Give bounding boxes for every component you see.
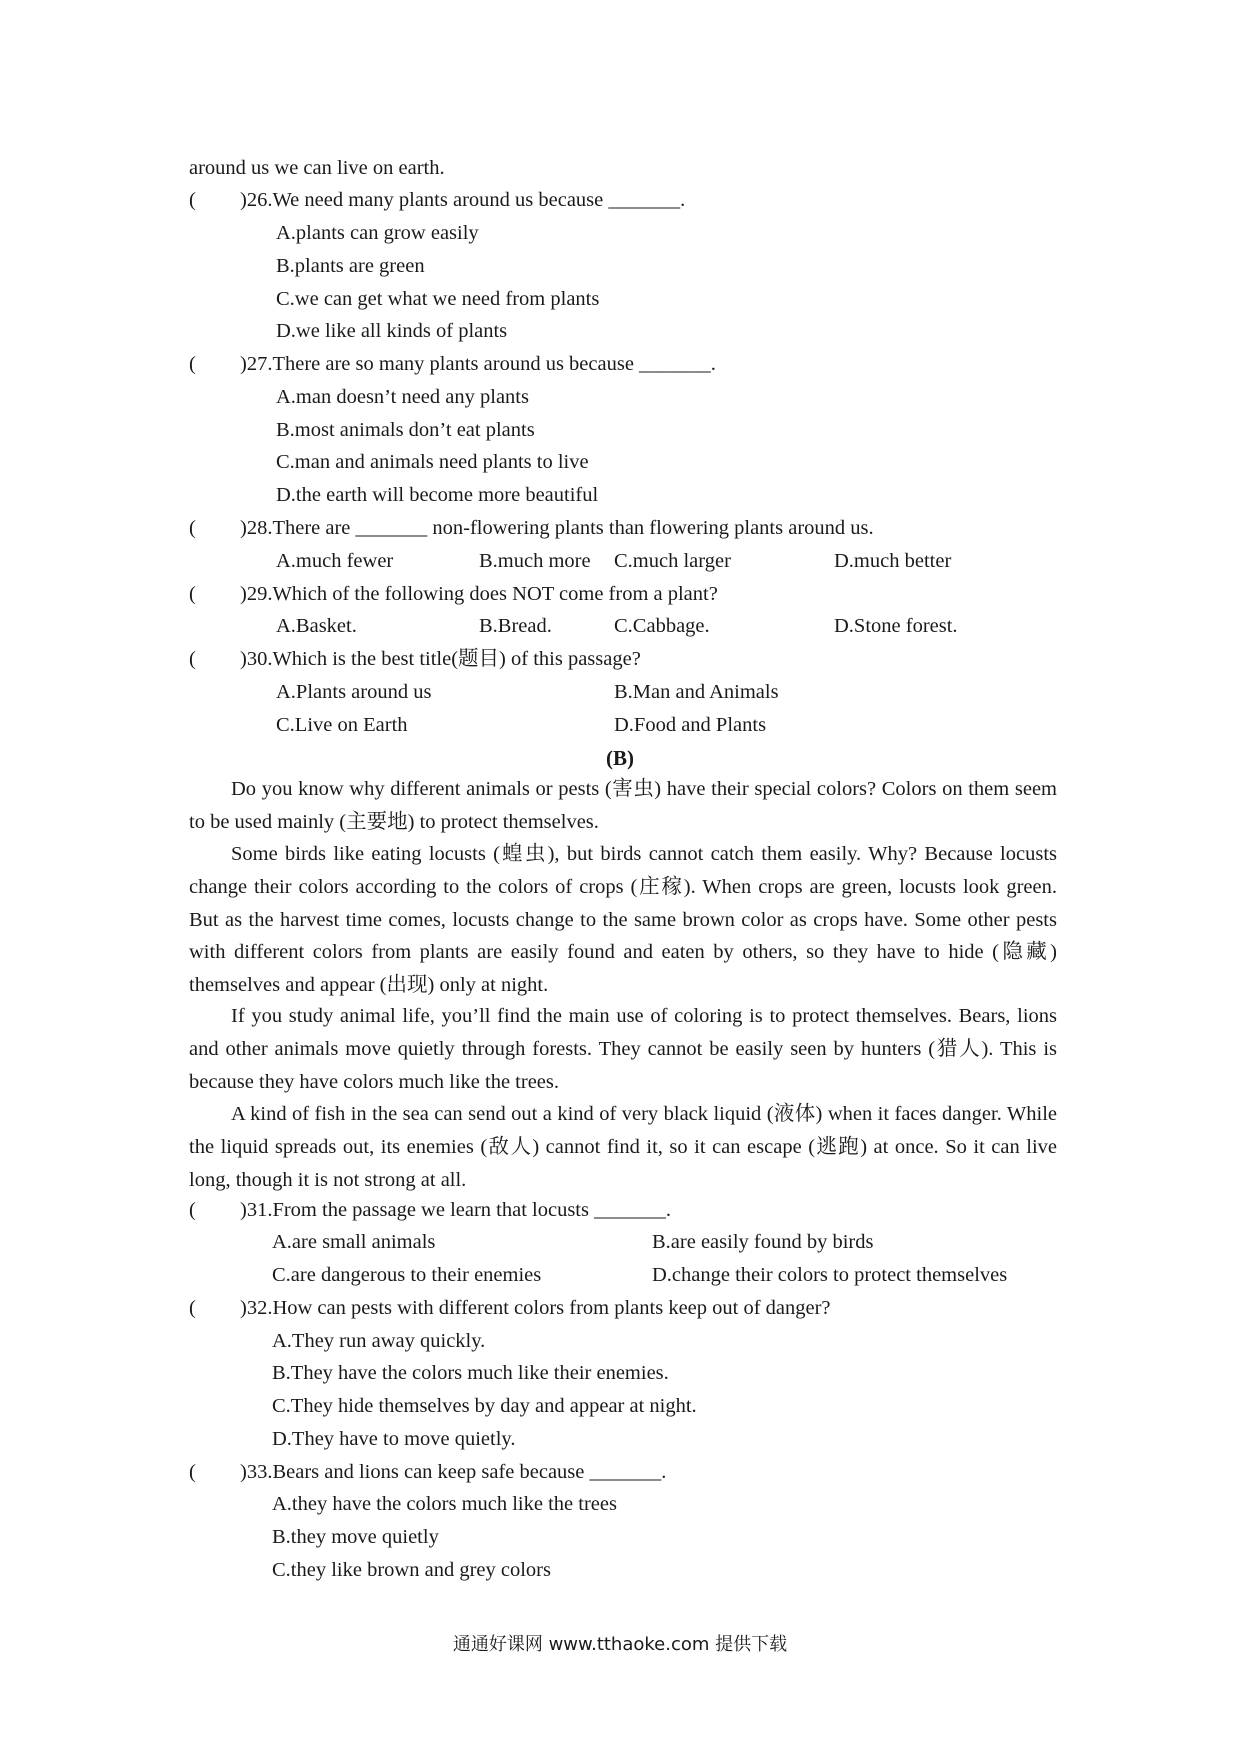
section-b-title: (B) [606,746,634,770]
question-26-option-c: C.we can get what we need from plants [276,288,600,310]
answer-bracket: ( [189,583,196,605]
question-29-option-b: B.Bread. [479,615,552,637]
question-32-option-d: D.They have to move quietly. [272,1428,516,1450]
question-28-stem: )28.There are _______ non-flowering plants than flowering plants around us. [240,517,874,539]
answer-bracket: ( [189,1297,196,1319]
question-31-option-c: C.are dangerous to their enemies [272,1264,542,1286]
question-28-option-c: C.much larger [614,550,731,572]
question-27-option-b: B.most animals don’t eat plants [276,419,535,441]
paragraph-text: Some birds like eating locusts (蝗虫), but birds cannot catch them easily. Why? Because locusts change their colors according to the colors of crops (庄稼). When crops are green, locusts look green. But as the harvest time comes, locusts change to the same brown color as crops have. Some other pests with different colors from plants are easily found and eaten by others, so they have to hide (隐藏) themselves and appear (出现) only at night. [189,843,1057,997]
question-33-stem: )33.Bears and lions can keep safe because _______. [240,1461,667,1483]
question-26-option-a: A.plants can grow easily [276,222,479,244]
answer-bracket: ( [189,648,196,670]
passage-b-paragraph-3 [189,1000,1057,1098]
question-33-option-a: A.they have the colors much like the trees [272,1493,617,1515]
question-27-option-d: D.the earth will become more beautiful [276,484,599,506]
question-33-option-c: C.they like brown and grey colors [272,1559,551,1581]
question-31-option-b: B.are easily found by birds [652,1231,874,1253]
question-29-option-a: A.Basket. [276,615,357,637]
question-29-stem: )29.Which of the following does NOT come from a plant? [240,583,718,605]
answer-bracket: ( [189,1461,196,1483]
question-31-stem: )31.From the passage we learn that locusts _______. [240,1199,671,1221]
question-27-stem: )27.There are so many plants around us because _______. [240,353,716,375]
question-31-option-a: A.are small animals [272,1231,436,1253]
passage-b-paragraph-1 [189,773,1057,839]
paragraph-text: If you study animal life, you’ll find the main use of coloring is to protect themselves. Bears, lions and other animals move quietly through forests. They cannot be easily seen by hunters (猎人). This is because they have colors much like the trees. [189,1005,1057,1093]
question-32-option-a: A.They run away quickly. [272,1330,486,1352]
question-26-stem: )26.We need many plants around us because _______. [240,189,686,211]
answer-bracket: ( [189,517,196,539]
question-30-option-d: D.Food and Plants [614,714,767,736]
passage-b-paragraph-4 [189,1098,1057,1196]
question-32-stem: )32.How can pests with different colors from plants keep out of danger? [240,1297,831,1319]
answer-bracket: ( [189,1199,196,1221]
question-27-option-a: A.man doesn’t need any plants [276,386,529,408]
question-33-option-b: B.they move quietly [272,1526,439,1548]
page-footer[interactable]: 通通好课网 www.tthaoke.com 提供下载 [452,1634,788,1655]
question-26-option-d: D.we like all kinds of plants [276,320,508,342]
question-26-option-b: B.plants are green [276,255,425,277]
question-28-option-a: A.much fewer [276,550,394,572]
question-30-option-b: B.Man and Animals [614,681,779,703]
passage-a-tail: around us we can live on earth. [189,157,445,179]
question-29-option-c: C.Cabbage. [614,615,710,637]
paragraph-text: Do you know why different animals or pests (害虫) have their special colors? Colors on them seem to be used mainly (主要地) to protect themselves. [189,778,1057,833]
answer-bracket: ( [189,353,196,375]
question-30-option-c: C.Live on Earth [276,714,408,736]
question-30-option-a: A.Plants around us [276,681,432,703]
passage-b-paragraph-2 [189,838,1057,1002]
question-32-option-c: C.They hide themselves by day and appear at night. [272,1395,697,1417]
question-28-option-d: D.much better [834,550,952,572]
question-31-option-d: D.change their colors to protect themselves [652,1264,1008,1286]
question-27-option-c: C.man and animals need plants to live [276,451,589,473]
question-29-option-d: D.Stone forest. [834,615,958,637]
question-32-option-b: B.They have the colors much like their enemies. [272,1362,669,1384]
answer-bracket: ( [189,189,196,211]
paragraph-text: A kind of fish in the sea can send out a kind of very black liquid (液体) when it faces danger. While the liquid spreads out, its enemies (敌人) cannot find it, so it can escape (逃跑) at once. So it can live long, though it is not strong at all. [189,1103,1057,1191]
question-30-stem: )30.Which is the best title(题目) of this passage? [240,648,641,670]
question-28-option-b: B.much more [479,550,591,572]
